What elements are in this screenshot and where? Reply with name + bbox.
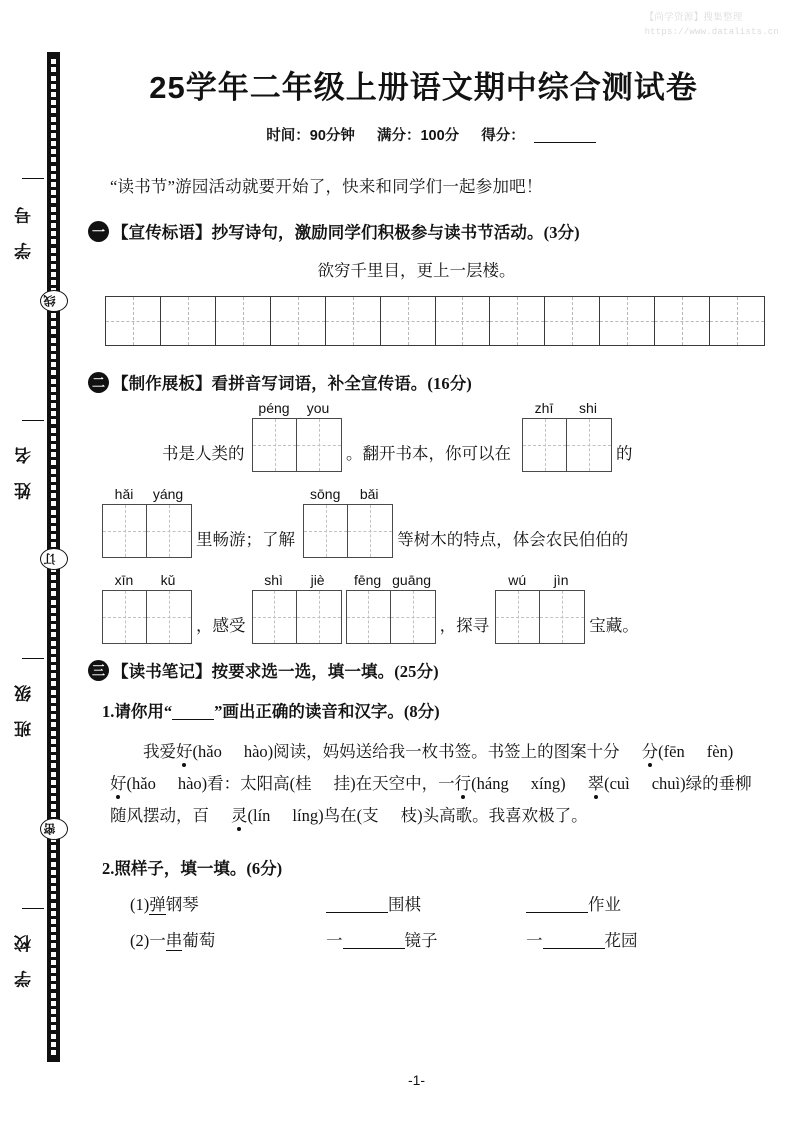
filmstrip-perforation bbox=[51, 469, 56, 474]
filmstrip-perforation bbox=[51, 231, 56, 236]
filmstrip-perforation bbox=[51, 960, 56, 965]
pinyin-answer-boxes[interactable] bbox=[252, 418, 342, 472]
filmstrip-perforation bbox=[51, 993, 56, 998]
filmstrip-perforation bbox=[51, 943, 56, 948]
answer-cell[interactable] bbox=[540, 591, 584, 643]
filmstrip-perforation bbox=[51, 362, 56, 367]
prompt-text: 的 bbox=[616, 444, 633, 463]
section-heading-2 bbox=[88, 370, 793, 394]
fill-row-1-sample bbox=[130, 891, 326, 915]
answer-cell[interactable] bbox=[147, 591, 191, 643]
blank-line[interactable] bbox=[526, 912, 588, 913]
filmstrip-perforation bbox=[51, 256, 56, 261]
filmstrip-perforation bbox=[51, 428, 56, 433]
pinyin-syllable: jiè bbox=[310, 572, 325, 588]
copy-grid[interactable] bbox=[105, 296, 765, 346]
pinyin-labels bbox=[495, 572, 585, 588]
filmstrip-perforation bbox=[51, 264, 56, 269]
fill-row-2-blank-2[interactable] bbox=[526, 927, 638, 951]
filmstrip-perforation bbox=[51, 919, 56, 924]
section-title-1: 【宣传标语】抄写诗句，激励同学们积极参与读书节活动。(3分) bbox=[112, 223, 580, 242]
filmstrip-perforation bbox=[51, 583, 56, 588]
seal-divider-2 bbox=[22, 420, 44, 421]
answer-cell[interactable] bbox=[523, 419, 567, 471]
pinyin-answer-group[interactable] bbox=[102, 486, 192, 558]
filmstrip-perforation bbox=[51, 935, 56, 940]
filmstrip-perforation bbox=[51, 100, 56, 105]
filmstrip-perforation bbox=[51, 76, 56, 81]
fill-row-1-noun: 钢琴 bbox=[165, 894, 199, 914]
filmstrip-perforation bbox=[51, 755, 56, 760]
filmstrip-perforation bbox=[51, 215, 56, 220]
fill-row-2 bbox=[130, 927, 793, 951]
filmstrip-perforation bbox=[51, 518, 56, 523]
filmstrip-perforation bbox=[51, 67, 56, 72]
seal-line-sidebar bbox=[0, 0, 80, 1122]
pinyin-syllable: shì bbox=[264, 572, 283, 588]
page-title: 25学年二年级上册语文期中综合测试卷 bbox=[149, 70, 698, 105]
writing-cell[interactable] bbox=[106, 297, 161, 345]
filmstrip-perforation bbox=[51, 747, 56, 752]
filmstrip-perforation bbox=[51, 722, 56, 727]
filmstrip-perforation bbox=[51, 853, 56, 858]
page-number: -1- bbox=[407, 1072, 426, 1088]
filmstrip-perforation bbox=[51, 1001, 56, 1006]
filmstrip-perforation bbox=[51, 862, 56, 867]
filmstrip-perforation bbox=[51, 329, 56, 334]
filmstrip-perforation bbox=[51, 149, 56, 154]
filmstrip-perforation bbox=[51, 886, 56, 891]
seal-label-class: 班 级 bbox=[15, 678, 34, 738]
filmstrip-perforation bbox=[51, 419, 56, 424]
pinyin-syllable: hǎi bbox=[114, 486, 134, 502]
filmstrip-perforation bbox=[51, 976, 56, 981]
pinyin-syllable: péng bbox=[258, 400, 290, 416]
filmstrip-perforation bbox=[51, 477, 56, 482]
pinyin-row bbox=[102, 394, 793, 480]
answer-cell[interactable] bbox=[496, 591, 540, 643]
pinyin-syllable: sōng bbox=[310, 486, 341, 502]
filmstrip-perforation bbox=[51, 411, 56, 416]
passage-segment: 我爱 bbox=[143, 742, 176, 761]
filmstrip-perforation bbox=[51, 174, 56, 179]
question-3-1-rule-line bbox=[172, 719, 214, 720]
passage-segment: hào)阅读，妈妈送给我一枚书签。书签上的图案十分 bbox=[243, 742, 620, 761]
filmstrip-perforation bbox=[51, 84, 56, 89]
pinyin-answer-group[interactable] bbox=[346, 572, 436, 644]
filmstrip-perforation bbox=[51, 673, 56, 678]
poem-to-copy: 欲穷千里目，更上一层楼。 bbox=[317, 261, 516, 280]
pinyin-answer-group[interactable] bbox=[252, 400, 342, 472]
pinyin-labels bbox=[252, 400, 342, 416]
filmstrip-perforation bbox=[51, 657, 56, 662]
filmstrip-perforation bbox=[51, 182, 56, 187]
seal-divider-1 bbox=[22, 178, 44, 179]
writing-cell[interactable] bbox=[600, 297, 655, 345]
filmstrip-perforation bbox=[51, 903, 56, 908]
fill-row-2-blank-1-prefix: 一 bbox=[326, 930, 343, 950]
filmstrip-perforation bbox=[51, 665, 56, 670]
filmstrip-perforation bbox=[51, 796, 56, 801]
writing-cell[interactable] bbox=[381, 297, 436, 345]
filmstrip-perforation bbox=[51, 698, 56, 703]
pinyin-answer-group[interactable] bbox=[522, 400, 612, 472]
question-3-2-label: 2.照样子，填一填。(6分) bbox=[102, 858, 283, 878]
filmstrip-perforation bbox=[51, 387, 56, 392]
filmstrip-perforation bbox=[51, 968, 56, 973]
filmstrip-perforation bbox=[51, 141, 56, 146]
reading-passage[interactable] bbox=[110, 736, 758, 833]
question-3-1-label-a: 1.请你用“ bbox=[102, 702, 173, 721]
pinyin-syllable: guāng bbox=[392, 572, 432, 588]
filmstrip-perforation bbox=[51, 108, 56, 113]
pinyin-labels bbox=[102, 486, 192, 502]
answer-cell[interactable] bbox=[348, 505, 392, 557]
filmstrip-perforation bbox=[51, 190, 56, 195]
pinyin-syllable: you bbox=[306, 400, 330, 416]
question-3-1-label-b: ”画出正确的读音和汉字。(8分) bbox=[214, 702, 440, 721]
filmstrip-perforation bbox=[51, 600, 56, 605]
answer-cell[interactable] bbox=[147, 505, 191, 557]
section-title-2: 【制作展板】看拼音写词语，补全宣传语。(16分) bbox=[112, 374, 472, 393]
fill-row-2-blank-2-suffix: 花园 bbox=[604, 930, 638, 950]
pinyin-answer-boxes[interactable] bbox=[303, 504, 393, 558]
answer-cell[interactable] bbox=[347, 591, 391, 643]
filmstrip-perforation bbox=[51, 624, 56, 629]
seal-label-school: 学 校 bbox=[15, 928, 34, 988]
pinyin-answer-boxes[interactable] bbox=[522, 418, 612, 472]
fill-row-1-blank-2[interactable] bbox=[526, 891, 621, 915]
filmstrip-perforation bbox=[51, 927, 56, 932]
pinyin-syllable: fēng bbox=[353, 572, 382, 588]
filmstrip-perforation bbox=[51, 248, 56, 253]
filmstrip-perforation bbox=[51, 911, 56, 916]
passage-segment: hào)看：太阳高(桂 bbox=[177, 774, 312, 794]
filmstrip-perforation bbox=[51, 1017, 56, 1022]
filmstrip-perforation bbox=[51, 690, 56, 695]
filmstrip-perforation bbox=[51, 608, 56, 613]
filmstrip-perforation bbox=[51, 485, 56, 490]
fill-row-2-measure-word: 串 bbox=[165, 930, 183, 950]
filmstrip-perforation bbox=[51, 59, 56, 64]
fill-row-2-noun: 葡萄 bbox=[182, 930, 216, 950]
filmstrip-perforation bbox=[51, 1050, 56, 1055]
score-label: 得分： bbox=[481, 128, 525, 144]
emphasized-character[interactable]: 好 bbox=[110, 774, 127, 794]
filmstrip-perforation bbox=[51, 338, 56, 343]
filmstrip-perforation bbox=[51, 575, 56, 580]
seal-label-name: 姓 名 bbox=[15, 440, 34, 500]
filmstrip-perforation bbox=[51, 321, 56, 326]
watermark-title: 【尚学资源】搜集整理 bbox=[644, 13, 743, 23]
filmstrip-perforation bbox=[51, 632, 56, 637]
filmstrip-perforation bbox=[51, 493, 56, 498]
filmstrip-perforation bbox=[51, 354, 56, 359]
fill-row-2-blank-1-suffix: 镜子 bbox=[404, 930, 438, 950]
seal-divider-4 bbox=[22, 908, 44, 909]
pinyin-labels bbox=[252, 572, 342, 588]
intro-text: “读书节”游园活动就要开始了，快来和同学们一起参加吧！ bbox=[110, 177, 543, 196]
emphasized-character[interactable]: 灵 bbox=[231, 806, 248, 826]
pinyin-answer-boxes[interactable] bbox=[495, 590, 585, 644]
exam-meta-row bbox=[80, 124, 793, 145]
filmstrip-perforation bbox=[51, 346, 56, 351]
pinyin-syllable: shi bbox=[579, 400, 597, 416]
answer-cell[interactable] bbox=[253, 591, 297, 643]
pinyin-syllable: xīn bbox=[114, 572, 134, 588]
filmstrip-perforation bbox=[51, 641, 56, 646]
filmstrip-perforation bbox=[51, 157, 56, 162]
emphasized-character[interactable]: 行 bbox=[454, 774, 472, 794]
pinyin-syllable: wú bbox=[508, 572, 527, 588]
filmstrip-perforation bbox=[51, 731, 56, 736]
seal-bubble-seal: 密 bbox=[40, 818, 68, 840]
filmstrip-perforation bbox=[51, 280, 56, 285]
passage-segment: (hǎo bbox=[126, 774, 156, 794]
filmstrip-perforation bbox=[51, 739, 56, 744]
passage-segment: (hǎo bbox=[192, 742, 222, 761]
filmstrip-perforation bbox=[51, 772, 56, 777]
writing-cell[interactable] bbox=[436, 297, 491, 345]
seal-bubble-bind: 订 bbox=[40, 548, 68, 570]
writing-cell[interactable] bbox=[655, 297, 710, 345]
filmstrip-perforation bbox=[51, 534, 56, 539]
filmstrip-perforation bbox=[51, 526, 56, 531]
filmstrip-perforation bbox=[51, 272, 56, 277]
prompt-text: ，探寻 bbox=[439, 616, 490, 635]
section-number-2: 二 bbox=[88, 372, 109, 393]
filmstrip-perforation bbox=[51, 763, 56, 768]
pinyin-labels bbox=[522, 400, 612, 416]
answer-cell[interactable] bbox=[253, 419, 297, 471]
filmstrip-perforation bbox=[51, 714, 56, 719]
writing-cell[interactable] bbox=[271, 297, 326, 345]
pinyin-syllable: yáng bbox=[152, 486, 184, 502]
fill-row-1-blank-2-suffix: 作业 bbox=[588, 894, 621, 914]
writing-cell[interactable] bbox=[161, 297, 216, 345]
fill-row-2-blank-2-prefix: 一 bbox=[526, 930, 543, 950]
seal-label-student-id: 学 号 bbox=[15, 200, 34, 260]
filmstrip-perforation bbox=[51, 845, 56, 850]
emphasized-character[interactable]: 好 bbox=[176, 742, 193, 761]
writing-cell[interactable] bbox=[490, 297, 545, 345]
section-heading-1 bbox=[88, 219, 793, 243]
pinyin-answer-group[interactable] bbox=[252, 572, 342, 644]
filmstrip-perforation bbox=[51, 198, 56, 203]
fill-row-2-no: (2) bbox=[130, 930, 150, 950]
writing-cell[interactable] bbox=[326, 297, 381, 345]
writing-cell[interactable] bbox=[216, 297, 271, 345]
filmstrip-perforation bbox=[51, 1009, 56, 1014]
prompt-text: 等树木的特点，体会农民伯伯的 bbox=[397, 530, 629, 549]
filmstrip-perforation bbox=[51, 616, 56, 621]
total-label: 满分：100分 bbox=[376, 128, 460, 144]
filmstrip-perforation bbox=[51, 395, 56, 400]
filmstrip-perforation bbox=[51, 436, 56, 441]
seal-divider-3 bbox=[22, 658, 44, 659]
filmstrip-perforation bbox=[51, 952, 56, 957]
filmstrip-perforation bbox=[51, 460, 56, 465]
passage-segment: (fēn bbox=[658, 742, 685, 761]
fill-row-1-no: (1) bbox=[130, 894, 150, 914]
filmstrip-perforation bbox=[51, 223, 56, 228]
filmstrip-perforation bbox=[51, 444, 56, 449]
pinyin-labels bbox=[303, 486, 393, 502]
fill-row-2-blank-1[interactable] bbox=[326, 927, 526, 951]
fill-row-1-verb: 弹 bbox=[149, 894, 166, 914]
pinyin-syllable: zhī bbox=[534, 400, 554, 416]
filmstrip-perforation bbox=[51, 542, 56, 547]
passage-segment: (cuì bbox=[604, 774, 630, 794]
filmstrip-perforation bbox=[51, 370, 56, 375]
filmstrip-perforation bbox=[51, 510, 56, 515]
prompt-text: 里畅游；了解 bbox=[196, 530, 295, 549]
section-title-3: 【读书笔记】按要求选一选，填一填。(25分) bbox=[112, 662, 439, 681]
filmstrip-perforation bbox=[51, 804, 56, 809]
time-label: 时间：90分钟 bbox=[266, 128, 355, 144]
filmstrip-perforation bbox=[51, 706, 56, 711]
pinyin-syllable: bǎi bbox=[359, 486, 379, 502]
blank-line[interactable] bbox=[343, 948, 405, 949]
filmstrip-perforation bbox=[51, 870, 56, 875]
filmstrip-perforation bbox=[51, 133, 56, 138]
prompt-text: 。翻开书本，你可以在 bbox=[346, 444, 511, 463]
writing-cell[interactable] bbox=[545, 297, 600, 345]
pinyin-syllable: kǔ bbox=[160, 572, 176, 588]
filmstrip-perforation bbox=[51, 812, 56, 817]
answer-cell[interactable] bbox=[297, 419, 341, 471]
filmstrip-perforation bbox=[51, 894, 56, 899]
passage-segment: (háng bbox=[471, 774, 509, 794]
filmstrip-perforation bbox=[51, 984, 56, 989]
question-3-1-label bbox=[102, 698, 793, 722]
pinyin-answer-boxes[interactable] bbox=[102, 590, 192, 644]
passage-segment: fèn) bbox=[706, 742, 734, 761]
passage-segment: chuì)绿的垂柳随风摆动，百 bbox=[110, 774, 752, 826]
passage-segment: (lín bbox=[247, 806, 271, 826]
filmstrip-perforation bbox=[51, 1025, 56, 1030]
watermark-url: https://www.datalists.cn bbox=[644, 26, 779, 37]
pinyin-answer-boxes[interactable] bbox=[102, 504, 192, 558]
filmstrip-perforation bbox=[51, 452, 56, 457]
filmstrip-perforation bbox=[51, 403, 56, 408]
answer-cell[interactable] bbox=[103, 505, 147, 557]
passage-segment: 枝)头高歌。我喜欢极了。 bbox=[400, 806, 588, 826]
fill-row-1-blank-1-suffix: 围棋 bbox=[388, 894, 421, 914]
section-heading-3 bbox=[88, 658, 793, 682]
exam-page bbox=[80, 0, 793, 1122]
passage-segment: xíng) bbox=[530, 774, 566, 794]
filmstrip-perforation bbox=[51, 681, 56, 686]
pinyin-labels bbox=[102, 572, 192, 588]
section-number-1: 一 bbox=[88, 221, 109, 242]
blank-line[interactable] bbox=[326, 912, 388, 913]
filmstrip-perforation bbox=[51, 239, 56, 244]
pinyin-labels bbox=[346, 572, 436, 588]
fill-row-2-pre: 一 bbox=[149, 930, 166, 950]
filmstrip-perforation bbox=[51, 878, 56, 883]
passage-segment: líng)鸟在(支 bbox=[292, 806, 379, 826]
pinyin-row bbox=[102, 566, 793, 652]
answer-cell[interactable] bbox=[304, 505, 348, 557]
filmstrip-perforation bbox=[51, 649, 56, 654]
filmstrip-perforation bbox=[51, 379, 56, 384]
prompt-text: 书是人类的 bbox=[162, 444, 245, 463]
filmstrip-perforation bbox=[51, 501, 56, 506]
filmstrip-perforation bbox=[51, 591, 56, 596]
pinyin-writing-area bbox=[80, 394, 793, 652]
blank-line[interactable] bbox=[543, 948, 605, 949]
filmstrip-perforation bbox=[51, 780, 56, 785]
section-number-3: 三 bbox=[88, 660, 109, 681]
fill-row-1-blank-1[interactable] bbox=[326, 891, 526, 915]
filmstrip-perforation bbox=[51, 207, 56, 212]
pinyin-answer-group[interactable] bbox=[102, 572, 192, 644]
pinyin-answer-boxes[interactable] bbox=[252, 590, 342, 644]
fill-row-2-sample bbox=[130, 927, 326, 951]
prompt-text: 宝藏。 bbox=[589, 616, 639, 635]
pinyin-answer-group[interactable] bbox=[303, 486, 393, 558]
filmstrip-perforation bbox=[51, 1042, 56, 1047]
filmstrip-perforation bbox=[51, 166, 56, 171]
prompt-text: ，感受 bbox=[196, 616, 246, 635]
filmstrip-perforation bbox=[51, 788, 56, 793]
fill-row-1 bbox=[130, 891, 793, 915]
answer-cell[interactable] bbox=[103, 591, 147, 643]
seal-bubble-line: 线 bbox=[40, 290, 68, 312]
pinyin-answer-group[interactable] bbox=[495, 572, 585, 644]
emphasized-character[interactable]: 分 bbox=[641, 742, 659, 761]
score-blank[interactable] bbox=[534, 142, 596, 143]
answer-cell[interactable] bbox=[297, 591, 341, 643]
filmstrip-perforation bbox=[51, 125, 56, 130]
pinyin-syllable: jìn bbox=[553, 572, 569, 588]
answer-cell[interactable] bbox=[567, 419, 611, 471]
filmstrip-perforation bbox=[51, 92, 56, 97]
emphasized-character[interactable]: 翠 bbox=[587, 774, 605, 794]
answer-cell[interactable] bbox=[391, 591, 435, 643]
writing-cell[interactable] bbox=[710, 297, 764, 345]
passage-segment: 挂)在天空中，一 bbox=[333, 774, 455, 794]
pinyin-row bbox=[102, 480, 793, 566]
filmstrip-perforation bbox=[51, 1034, 56, 1039]
filmstrip-perforation bbox=[51, 313, 56, 318]
pinyin-answer-boxes[interactable] bbox=[346, 590, 436, 644]
filmstrip-perforation bbox=[51, 117, 56, 122]
